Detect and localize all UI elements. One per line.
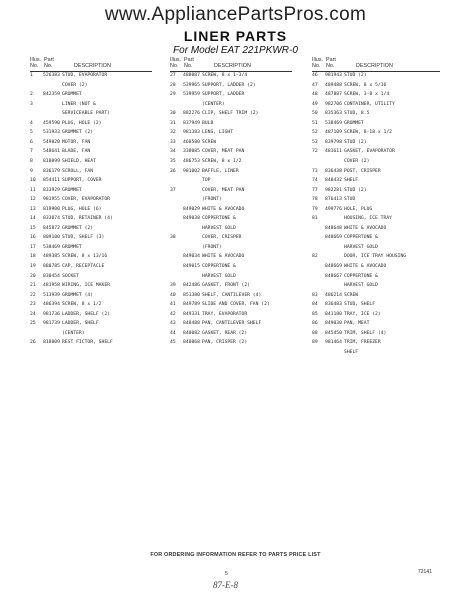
illus-number: 5 [30, 130, 33, 136]
part-number: 468580 [183, 139, 200, 145]
part-number: 848648 [325, 225, 342, 231]
illus-number: 12 [30, 197, 36, 203]
part-number: 486394 [43, 302, 60, 308]
illus-number: 6 [30, 139, 33, 145]
part-number: 818809 [43, 340, 60, 346]
part-description: STUD, SHELF (3) [62, 235, 105, 241]
part-description: SUPPORT, COVER [62, 178, 102, 184]
part-description: LENS, LIGHT [202, 130, 234, 136]
illus-number: 32 [170, 130, 176, 136]
illus-number: 23 [30, 302, 36, 308]
part-number: 849029 [183, 206, 200, 212]
part-description: GASKET, FRONT (2) [202, 283, 250, 289]
part-number: 982281 [325, 187, 342, 193]
part-number: 981464 [325, 340, 342, 346]
illus-number: 50 [312, 111, 318, 117]
part-description: WIRING, ICE MAKER [62, 283, 110, 289]
illus-number: 88 [312, 330, 318, 336]
part-description: COVER, EVAPORATOR [62, 197, 110, 203]
part-number: 849331 [183, 311, 200, 317]
illus-number: 25 [30, 321, 36, 327]
part-number: 488087 [183, 73, 200, 78]
part-number: 538469 [325, 120, 342, 126]
part-description: STUD, RETAINER (4) [62, 216, 113, 222]
part-description: (FRONT) [202, 197, 222, 203]
illus-number: 42 [170, 311, 176, 317]
part-number: 486753 [183, 158, 200, 164]
part-description: SOCKET [62, 273, 79, 279]
illus-number: 73 [312, 168, 318, 174]
part-no-header: No. [326, 63, 335, 69]
part-no-header: No. [184, 63, 193, 69]
part-description: (FRONT) [202, 244, 222, 250]
part-number: 531933 [43, 130, 60, 136]
part-number: 981739 [43, 321, 60, 327]
illus-number: 48 [312, 92, 318, 98]
illus-number: 43 [170, 321, 176, 327]
part-description: SHELF, CANTILEVER (4) [202, 292, 262, 298]
part-description: TRAY, ICE (2) [344, 311, 381, 317]
part-description: (CENTER) [62, 330, 85, 336]
part-number: 839798 [325, 139, 342, 145]
illus-number: 46 [312, 73, 318, 78]
illus-number: 49 [312, 101, 318, 107]
illus-number: 86 [312, 321, 318, 327]
part-number: 981736 [43, 311, 60, 317]
illus-number: 13 [30, 206, 36, 212]
illus-number: 47 [312, 82, 318, 88]
part-number: 848669 [325, 264, 342, 269]
part-description: GROMMET [62, 187, 82, 193]
part-description: POST, CRISPER [344, 168, 381, 174]
part-number: 539965 [183, 82, 200, 88]
part-description: SCROLL, FAN [62, 168, 94, 174]
part-description: COVER, CRISPER [202, 235, 242, 241]
part-header: Part [44, 57, 54, 63]
illus-number: 8 [30, 158, 33, 164]
part-number: 848488 [183, 321, 200, 327]
part-description: TRAY, EVAPORATOR [202, 311, 248, 317]
part-number: 848669 [325, 235, 342, 241]
part-description: HOUSING, ICE TRAY [344, 216, 392, 222]
part-description: SUPPORT, LADDER (2) [202, 82, 256, 88]
part-number: 845450 [325, 330, 342, 336]
description-header: DESCRIPTION [74, 63, 111, 69]
part-number: 845872 [43, 225, 60, 231]
part-description: PLUG, HOLE (2) [62, 120, 102, 126]
illus-number: 15 [30, 225, 36, 231]
illus-number: 29 [170, 92, 176, 98]
description-header: DESCRIPTION [356, 63, 393, 69]
part-description: SCREW, 8 x 13/16 [62, 254, 108, 260]
illus-number: 26 [30, 340, 36, 346]
part-number: 981943 [325, 73, 342, 78]
part-number: 835363 [325, 111, 342, 117]
part-number: 809100 [43, 235, 60, 241]
part-number: 981383 [183, 130, 200, 136]
part-description: CONTAINER, UTILITY [344, 101, 395, 107]
part-description: SCREW, 8 x 1/2 [62, 302, 102, 308]
part-description: PLUG, HOLE (6) [62, 206, 102, 212]
part-description: GROMMET (4) [62, 292, 94, 298]
part-description: BULB [202, 120, 214, 126]
part-description: HARVEST GOLD [202, 225, 236, 231]
part-description: BLADE, FAN [62, 149, 91, 155]
part-description: GROMMET [62, 92, 82, 98]
part-number: 338085 [183, 149, 200, 155]
part-description: WHITE & AVOCADO [202, 254, 245, 260]
part-description: LADDER, SHELF (2) [62, 311, 110, 317]
part-description: CLIP, SHELF TRIM (2) [202, 111, 259, 117]
illus-number: 40 [170, 292, 176, 298]
part-description: HARVEST GOLD [344, 283, 378, 289]
part-header: Part [326, 57, 336, 63]
illus-number: 10 [30, 178, 36, 184]
part-number: 489488 [325, 82, 342, 88]
part-number: 837949 [183, 120, 200, 126]
part-description: WHITE & AVOCADO [344, 264, 387, 269]
part-description: GROMMET (2) [62, 225, 94, 231]
part-description: COVER, MEAT PAN [202, 187, 245, 193]
illus-number: 30 [170, 111, 176, 117]
part-header: Part [184, 57, 194, 63]
illus-header: Illus. [312, 57, 324, 63]
handwritten-note: 87-E-8 [213, 580, 238, 590]
part-number: 526383 [43, 73, 60, 78]
part-description: GROMMET [62, 244, 82, 250]
part-number: 489385 [43, 254, 60, 260]
part-description: SHELF [344, 349, 359, 355]
part-description: SHIELD, HEAT [62, 158, 96, 164]
part-number: 842359 [43, 92, 60, 98]
illus-number: 81 [312, 216, 318, 222]
illus-number: 77 [312, 187, 318, 193]
illus-header: Illus. [30, 57, 42, 63]
part-number: 487109 [325, 130, 342, 136]
illus-number: 79 [312, 206, 318, 212]
part-description: GASKET, EVAPORATOR [344, 149, 395, 155]
illus-number: 33 [170, 139, 176, 145]
part-description: COVER (2) [62, 82, 88, 88]
illus-number: 41 [170, 302, 176, 308]
part-description: COVER, MEAT PAN [202, 149, 245, 155]
page-number: 5 [225, 571, 228, 577]
part-number: 538469 [43, 244, 60, 250]
illus-number: 7 [30, 149, 33, 155]
illus-number: 1 [30, 73, 33, 78]
illus-number: 11 [30, 187, 36, 193]
illus-number: 35 [170, 158, 176, 164]
illus-number: 37 [170, 187, 176, 193]
part-number: 481611 [325, 149, 342, 155]
site-watermark: www.AppliancePartsPros.com [0, 0, 471, 30]
part-description: LADDER, SHELF [62, 321, 99, 327]
illus-number: 21 [30, 283, 36, 289]
part-description: STUD (2) [344, 187, 367, 193]
part-number: 848432 [325, 178, 342, 184]
illus-number: 27 [170, 73, 176, 78]
part-description: WHITE & AVOCADO [344, 225, 387, 231]
part-number: 840082 [183, 330, 200, 336]
illus-no-header: No. [30, 63, 39, 69]
part-description: CAP, RECEPTACLE [62, 264, 105, 269]
part-description: SHELF [344, 178, 359, 184]
part-number: 836483 [325, 302, 342, 308]
part-number: 539959 [183, 92, 200, 98]
illus-number: 24 [30, 311, 36, 317]
illus-number: 83 [312, 292, 318, 298]
part-number: 486214 [325, 292, 342, 298]
part-description: GROMMET [344, 120, 364, 126]
part-number: 810099 [43, 158, 60, 164]
part-number: 513939 [43, 292, 60, 298]
part-number: 882276 [183, 111, 200, 117]
part-number: 849030 [325, 321, 342, 327]
part-number: 841180 [325, 311, 342, 317]
part-number: 849034 [183, 254, 200, 260]
illus-number: 72 [312, 149, 318, 155]
part-description: (CENTER) [202, 101, 225, 107]
illus-number: 74 [312, 178, 318, 184]
part-description: HARVEST GOLD [344, 244, 378, 250]
part-description: PAN, MEAT [344, 321, 370, 327]
part-number: 833929 [43, 187, 60, 193]
part-description: SLIDE AND COVER, FAN (2) [202, 302, 270, 308]
part-number: 459590 [43, 120, 60, 126]
part-number: 840068 [183, 340, 200, 346]
part-number: 836179 [43, 168, 60, 174]
illus-number: 17 [30, 244, 36, 250]
illus-number: 20 [30, 273, 36, 279]
part-number: 842486 [183, 283, 200, 289]
part-description: SCREW, 8 x 1-3/4 [202, 73, 248, 78]
part-number: 549820 [43, 139, 60, 145]
part-description: DOOR, ICE TRAY HOUSING [344, 254, 407, 260]
part-number: 499776 [325, 206, 342, 212]
part-description: SCREW, 3-8 x 1/4 [344, 92, 390, 98]
illus-number: 39 [170, 283, 176, 289]
illus-number: 38 [170, 235, 176, 241]
part-description: HOLE, PLUG [344, 206, 373, 212]
part-number: 833074 [43, 216, 60, 222]
model-subtitle: For Model EAT 221PKWR-0 [173, 45, 298, 56]
illus-number: 36 [170, 168, 176, 174]
illus-number: 14 [30, 216, 36, 222]
illus-number: 16 [30, 235, 36, 241]
illus-number: 51 [312, 120, 318, 126]
part-description: SCREW [202, 139, 217, 145]
part-description: PAN, CANTILEVER SHELF [202, 321, 262, 327]
part-number: 981002 [183, 168, 200, 174]
part-description: HARVEST GOLD [202, 273, 236, 279]
part-description: COPPERTONE & [202, 216, 236, 222]
part-number: 854411 [43, 178, 60, 184]
part-number: 548641 [43, 149, 60, 155]
illus-number: 9 [30, 168, 33, 174]
part-number: 981955 [43, 197, 60, 203]
part-description: TRIM, SHELF (4) [344, 330, 387, 336]
part-description: COPPERTONE & [344, 235, 378, 241]
part-description: TRIM, FREEZER [344, 340, 381, 346]
document-code: 72141 [418, 569, 432, 575]
part-description: SCREW [344, 292, 359, 298]
illus-number: 89 [312, 340, 318, 346]
illus-number: 2 [30, 92, 33, 98]
part-number: 880785 [43, 264, 60, 269]
illus-number: 19 [30, 264, 36, 269]
part-no-header: No. [44, 63, 53, 69]
part-description: STUD, 8.5 [344, 111, 370, 117]
illus-number: 53 [312, 139, 318, 145]
part-description: SCREW, 8 x 5/16 [344, 82, 387, 88]
illus-number: 3 [30, 101, 33, 107]
part-description: MOTOR, FAN [62, 139, 91, 145]
illus-number: 52 [312, 130, 318, 136]
part-description: SCREW, 8-18 x 1/2 [344, 130, 392, 136]
part-number: 819900 [43, 206, 60, 212]
part-number: 830454 [43, 273, 60, 279]
illus-no-header: No. [170, 63, 179, 69]
part-description: TOP [202, 178, 211, 184]
part-description: BAFFLE, LINER [202, 168, 239, 174]
part-description: COVER (2) [344, 158, 370, 164]
part-description: STUD (2) [344, 139, 367, 145]
part-number: 481958 [43, 283, 60, 289]
part-description: COPPERTONE & [344, 273, 378, 279]
illus-number: 22 [30, 292, 36, 298]
part-description: STUD, EVAPORATOR [62, 73, 108, 78]
illus-number: 28 [170, 82, 176, 88]
illus-number: 44 [170, 330, 176, 336]
part-description: REST FICTOR, SHELF [62, 340, 113, 346]
illus-number: 45 [170, 340, 176, 346]
part-number: 849015 [183, 264, 200, 269]
part-number: 876413 [325, 197, 342, 203]
part-number: 851380 [183, 292, 200, 298]
part-description: WHITE & AVOCADO [202, 206, 245, 212]
part-description: PAN, CRISPER (2) [202, 340, 248, 346]
part-description: LINER (NOT & [62, 101, 96, 107]
illus-number: 34 [170, 149, 176, 155]
part-description: STUD [344, 197, 356, 203]
illus-number: 4 [30, 120, 33, 126]
illus-number: 84 [312, 302, 318, 308]
part-description: SCREW, 8 x 1/2 [202, 158, 242, 164]
illus-number: 82 [312, 254, 318, 260]
part-description: COPPERTONE & [202, 264, 236, 269]
part-description: STUD (2) [344, 73, 367, 78]
illus-number: 78 [312, 197, 318, 203]
part-description: SUPPORT, LADDER [202, 92, 245, 98]
part-description: STUD, SHELF [344, 302, 376, 308]
part-number: 487887 [325, 92, 342, 98]
part-number: 836438 [325, 168, 342, 174]
part-number: 848667 [325, 273, 342, 279]
part-number: 982706 [325, 101, 342, 107]
page-title: LINER PARTS [183, 28, 288, 44]
illus-number: 85 [312, 311, 318, 317]
description-header: DESCRIPTION [214, 63, 251, 69]
illus-no-header: No. [312, 63, 321, 69]
part-description: GROMMET (2) [62, 130, 94, 136]
part-number: 849789 [183, 302, 200, 308]
part-description: GASKET, REAR (2) [202, 330, 248, 336]
illus-number: 31 [170, 120, 176, 126]
part-description: SERVICEABLE PART) [62, 111, 110, 117]
illus-header: Illus. [170, 57, 182, 63]
illus-number: 18 [30, 254, 36, 260]
ordering-footer: FOR ORDERING INFORMATION REFER TO PARTS PRICE LIST [150, 552, 321, 558]
part-number: 849038 [183, 216, 200, 222]
